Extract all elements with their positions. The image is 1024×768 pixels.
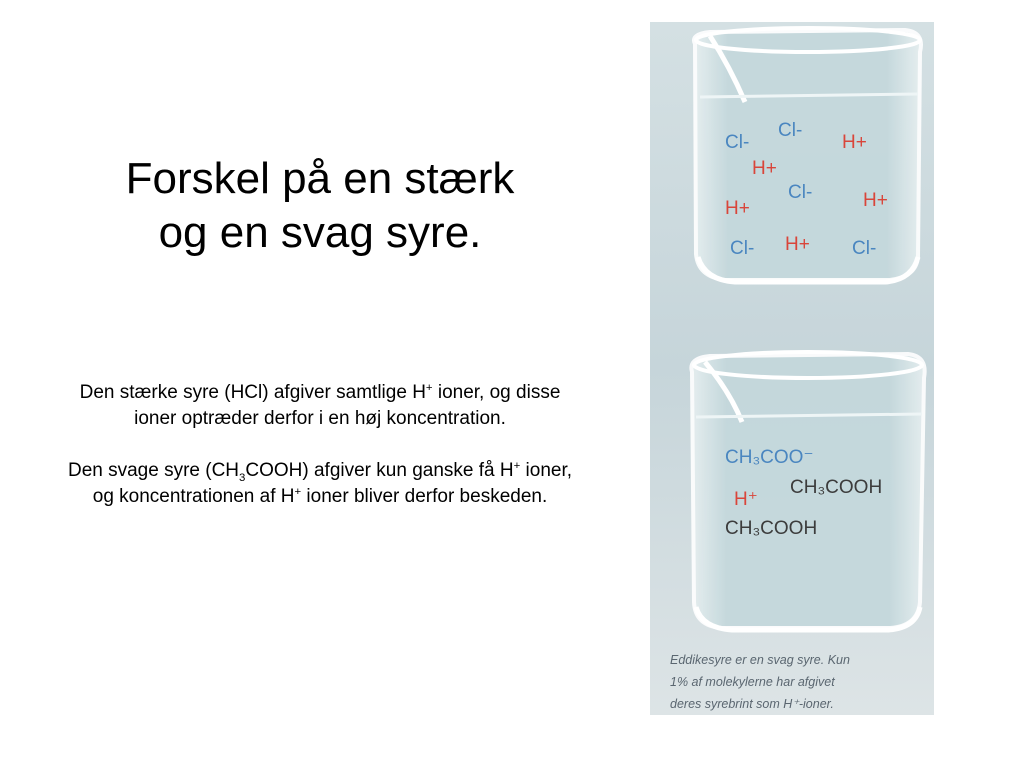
ion-cl-1: Cl- [725, 132, 750, 153]
species-acid-2: CH₃COOH [725, 518, 818, 539]
ion-h-4: H+ [863, 190, 888, 211]
p1-text-b: ioner, og disse ioner optræder derfor i en høj koncentration. [134, 382, 561, 429]
caption-line-3: deres syrebrint som H⁺-ioner. [670, 697, 834, 711]
ion-cl-2: Cl- [778, 120, 803, 141]
p1-text-a: Den stærke syre (HCl) afgiver samtlige H [79, 382, 426, 403]
p1-sup: + [425, 381, 433, 394]
beaker-figure [650, 22, 934, 715]
p2-text-d: ioner bliver derfor beskeden. [301, 486, 548, 507]
ion-cl-5: Cl- [852, 238, 877, 259]
weak-acid-paragraph [60, 458, 580, 510]
caption-line-2: 1% af molekylerne har afgivet [670, 675, 835, 689]
ion-h-2: H+ [752, 158, 777, 179]
species-hplus: H⁺ [734, 489, 758, 510]
ion-cl-4: Cl- [730, 238, 755, 259]
strong-acid-paragraph [60, 380, 580, 432]
beaker-2 [691, 352, 924, 630]
slide-title [70, 152, 570, 260]
ion-h-3: H+ [725, 198, 750, 219]
beaker-1 [694, 28, 921, 282]
p2-text-c: ioner, og koncentrationen af H [92, 460, 573, 507]
p2-text-b: COOH) afgiver kun ganske få H [245, 460, 514, 481]
beaker-illustration [650, 22, 934, 715]
species-acetate: CH₃COO⁻ [725, 447, 814, 468]
title-line-2: og en svag syre. [158, 208, 482, 257]
p2-sup-1: + [513, 459, 521, 472]
ion-cl-3: Cl- [788, 182, 813, 203]
p2-sub: 3 [239, 471, 246, 484]
ion-h-1: H+ [842, 132, 867, 153]
caption-line-1: Eddikesyre er en svag syre. Kun [670, 653, 850, 667]
figure-caption [670, 653, 850, 711]
species-acid-1: CH₃COOH [790, 477, 883, 498]
slide-body [60, 380, 580, 536]
ion-h-5: H+ [785, 234, 810, 255]
p2-sup-2: + [294, 485, 302, 498]
p2-text-a: Den svage syre (CH [67, 460, 240, 481]
title-line-1: Forskel på en stærk [125, 154, 515, 203]
